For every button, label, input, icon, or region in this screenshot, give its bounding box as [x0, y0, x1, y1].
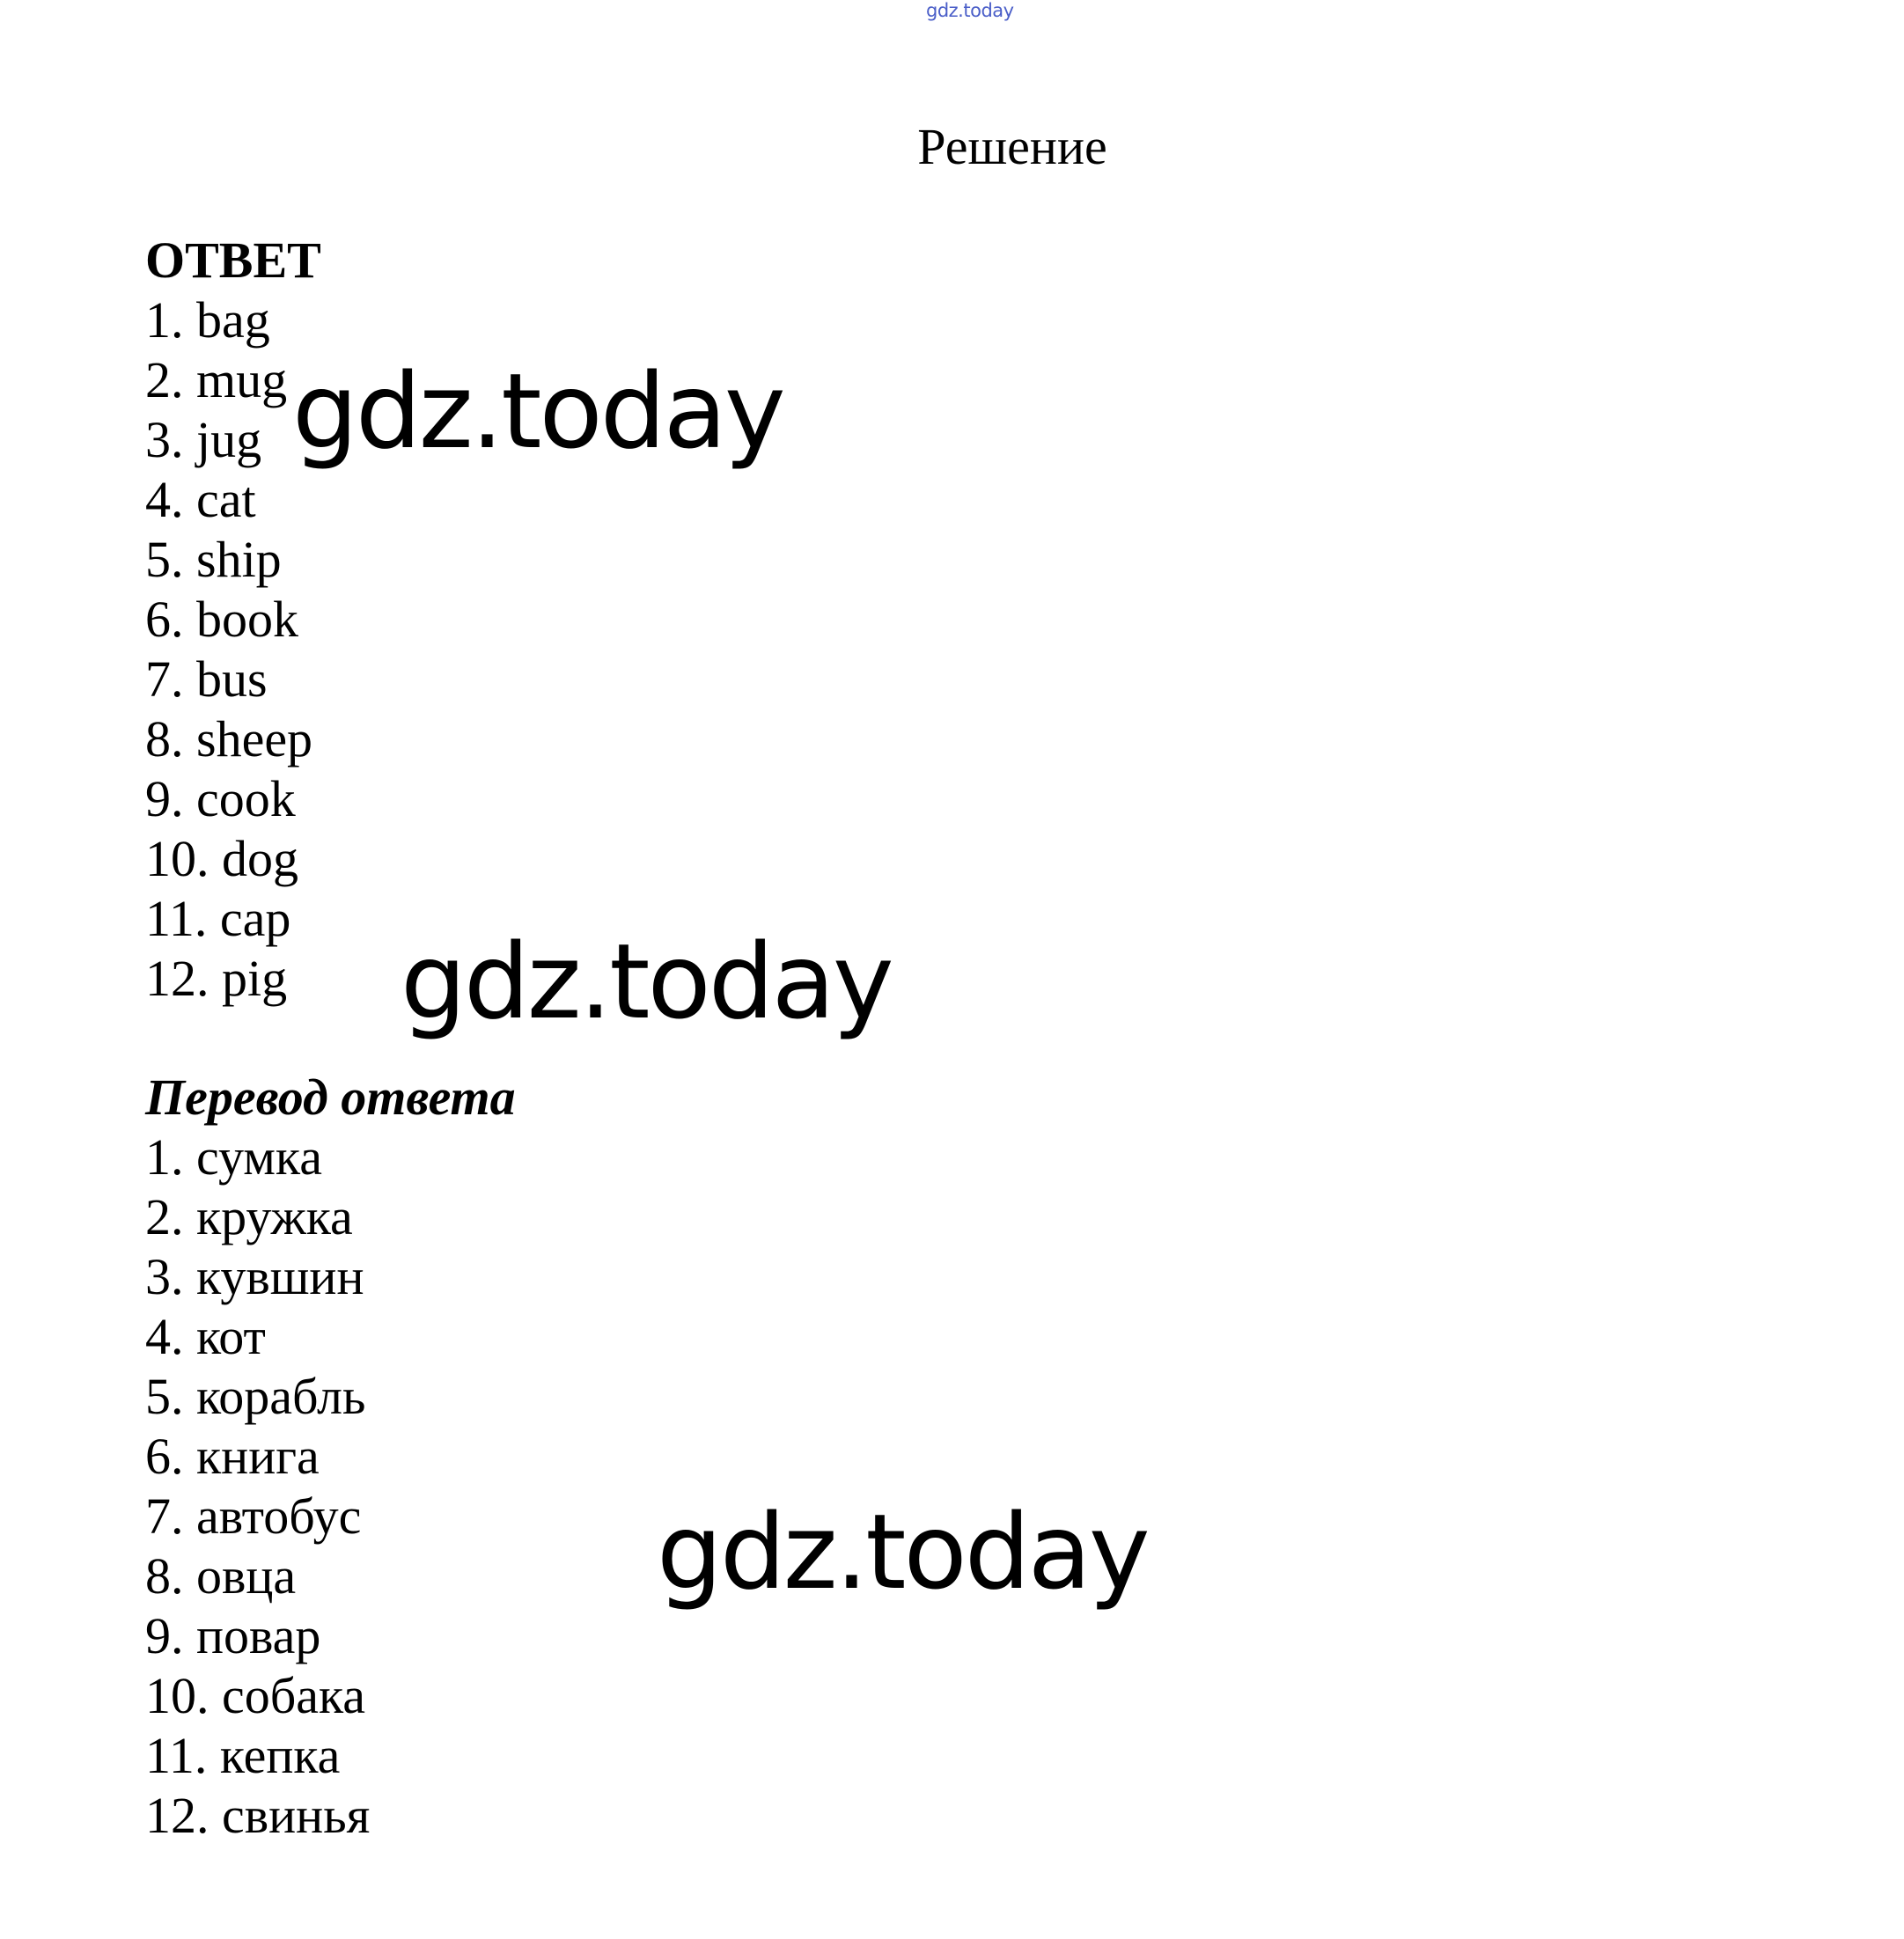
answer-item: 6. book [145, 591, 298, 648]
translation-item: 1. сумка [145, 1128, 322, 1186]
answer-section [145, 231, 321, 1009]
translation-section [145, 1068, 516, 1846]
answer-item: 12. pig [145, 950, 288, 1007]
answer-item: 8. sheep [145, 710, 313, 768]
translation-item: 7. автобус [145, 1487, 362, 1545]
translation-heading: Перевод ответа [145, 1069, 516, 1126]
answer-item: 1. bag [145, 291, 270, 349]
translation-item: 8. овца [145, 1547, 297, 1605]
answer-item: 5. ship [145, 531, 282, 588]
answer-item: 2. mug [145, 351, 288, 408]
answer-item: 7. bus [145, 650, 268, 708]
translation-item: 3. кувшин [145, 1248, 364, 1305]
translation-item: 2. кружка [145, 1188, 353, 1245]
answer-heading: ОТВЕТ [145, 231, 321, 289]
translation-item: 6. книга [145, 1428, 320, 1485]
watermark: gdz.today [657, 1491, 1148, 1612]
answer-item: 4. cat [145, 471, 256, 528]
answer-item: 3. jug [145, 411, 262, 468]
translation-item: 11. кепка [145, 1727, 341, 1784]
answer-item: 11. cap [145, 890, 291, 947]
translation-item: 4. кот [145, 1308, 266, 1365]
translation-item: 9. повар [145, 1607, 321, 1664]
translation-item: 10. собака [145, 1667, 366, 1724]
page-title: Решение [917, 118, 1107, 175]
translation-list [145, 1127, 516, 1846]
top-watermark: gdz.today [926, 0, 1014, 21]
watermark: gdz.today [292, 350, 783, 472]
watermark: gdz.today [401, 921, 892, 1042]
translation-item: 5. корабль [145, 1368, 366, 1425]
translation-item: 12. свинья [145, 1787, 371, 1844]
answer-item: 10. dog [145, 830, 298, 887]
answer-item: 9. cook [145, 770, 296, 827]
